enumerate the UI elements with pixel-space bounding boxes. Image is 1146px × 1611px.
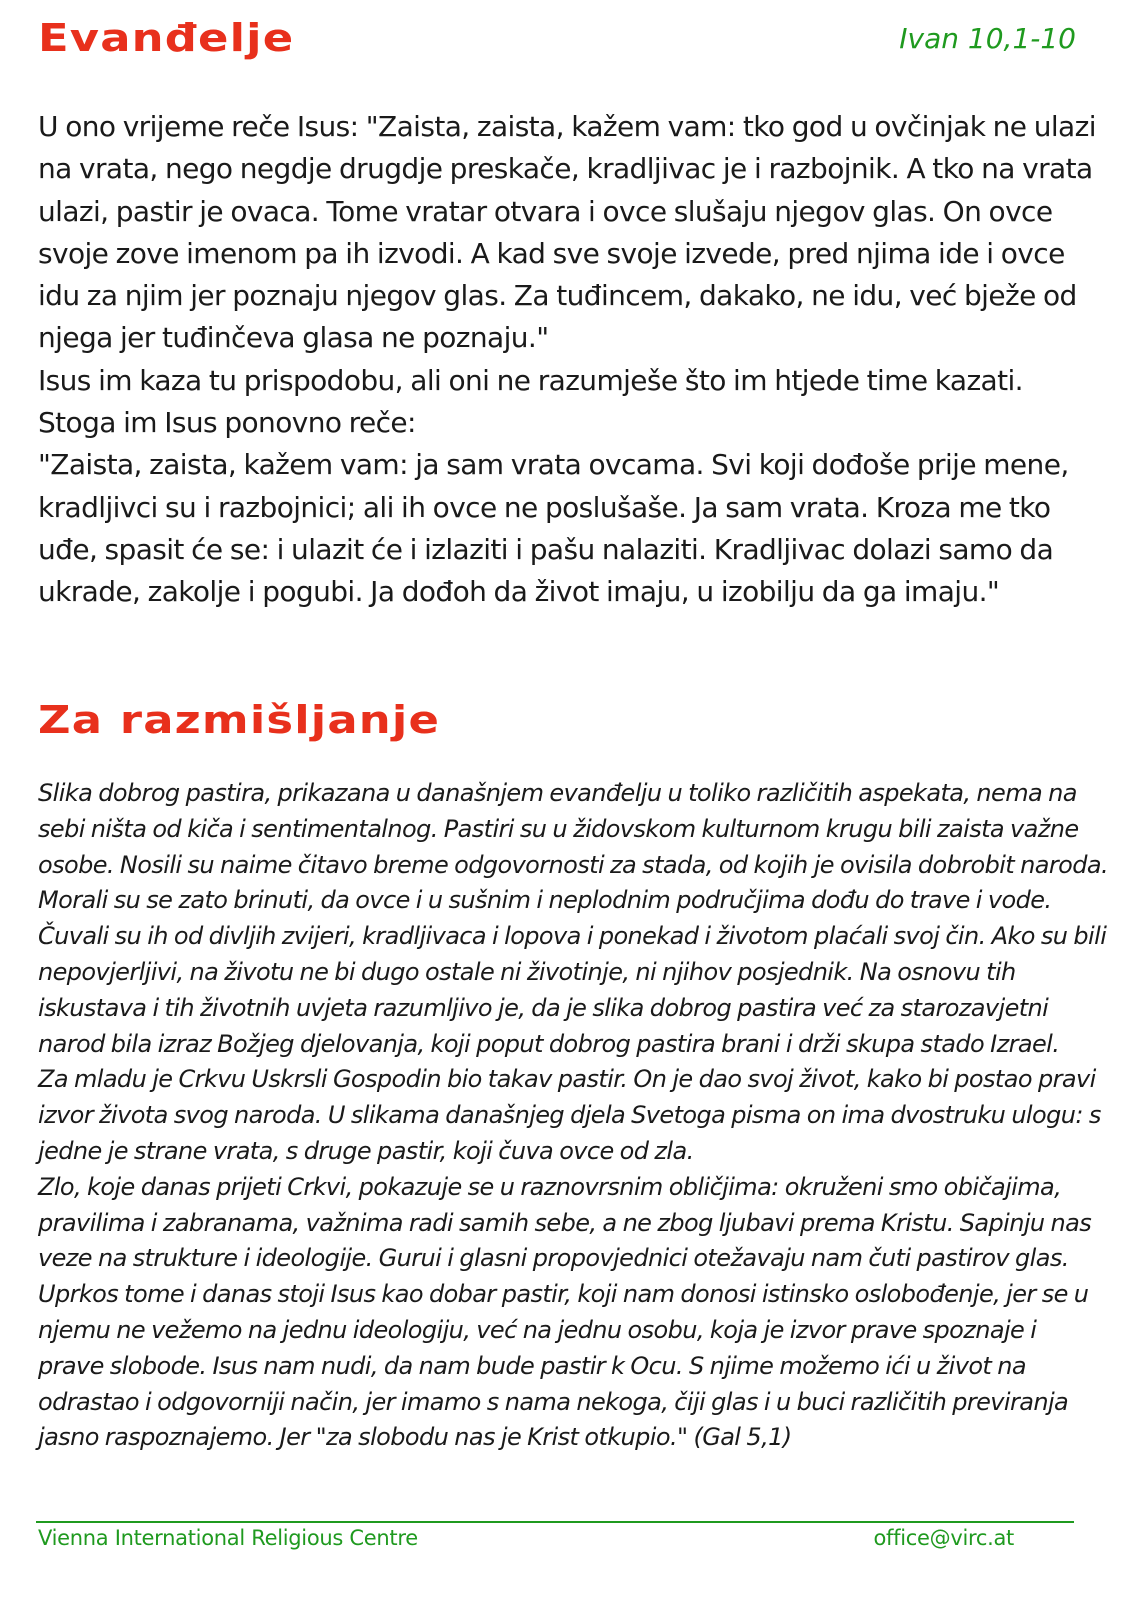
gospel-paragraph: Isus im kaza tu prispodobu, ali oni ne razumješe što im htjede time kazati. bbox=[38, 363, 1023, 397]
reflection-heading: Za razmišljanje bbox=[38, 698, 441, 742]
gospel-paragraph: U ono vrijeme reče Isus: "Zaista, zaista, kažem vam: tko god u ovčinjak ne ulazi na vrata, nego negdje drugdje preskače, kradljivac je i razbojnik. A tko na vrata ulazi, pastir je ovaca. Tome vratar otvara i ovce slušaju njegov glas. On ovce svoje zove imenom pa ih izvodi. A kad sve svoje izvede, pred njima ide i ovce idu za njim jer poznaju njegov glas. Za tuđincem, dakako, ne idu, već bježe od njega jer tuđinčeva glasa ne poznaju." bbox=[38, 110, 1096, 355]
footer-organization: Vienna International Religious Centre bbox=[38, 1526, 418, 1550]
reflection-paragraph: Za mladu je Crkvu Uskrsli Gospodin bio takav pastir. On je dao svoj život, kako bi postao pravi izvor života svog naroda. U slikama današnjeg djela Svetoga pisma on ima dvostruku ulogu: s jedne je strane vrata, s druge pastir, koji čuva ovce od zla. bbox=[38, 1065, 1101, 1165]
footer-email[interactable]: office@virc.at bbox=[873, 1526, 1014, 1550]
gospel-text bbox=[38, 106, 1108, 614]
scripture-reference: Ivan 10,1-10 bbox=[899, 22, 1076, 55]
reflection-text bbox=[38, 776, 1108, 1456]
reflection-paragraph: Zlo, koje danas prijeti Crkvi, pokazuje se u raznovrsnim obličjima: okruženi smo običajima, pravilima i zabranama, važnima radi samih sebe, a ne zbog ljubavi prema Kristu. Sapinju nas veze na strukture i ideologije. Gurui i glasni propovjednici otežavaju nam čuti pastirov glas. Uprkos tome i danas stoji Isus kao dobar pastir, koji nam donosi istinsko oslobođenje, jer se u njemu ne vežemo na jednu ideologiju, već na jednu osobu, koja je izvor prave spoznaje i prave slobode. Isus nam nudi, da nam bude pastir k Ocu. S njime možemo ići u život na odrastao i odgovorniji način, jer imamo s nama nekoga, čiji glas i u buci različitih previranja jasno raspoznajemo. Jer "za slobodu nas je Krist otkupio." (Gal 5,1) bbox=[38, 1172, 1092, 1452]
gospel-paragraph: "Zaista, zaista, kažem vam: ja sam vrata ovcama. Svi koji dođoše prije mene, kradljivci su i razbojnici; ali ih ovce ne poslušaše. Ja sam vrata. Kroza me tko uđe, spasit će se: i ulazit će i izlaziti i pašu nalaziti. Kradljivac dolazi samo da ukrade, zakolje i pogubi. Ja dođoh da život imaju, u izobilju da ga imaju." bbox=[38, 448, 1069, 609]
reflection-paragraph: Slika dobrog pastira, prikazana u današnjem evanđelju u toliko različitih aspekata, nema na sebi ništa od kiča i sentimentalnog. Pastiri su u židovskom kulturnom krugu bili zaista važne osobe. Nosili su naime čitavo breme odgovornosti za stada, od kojih je ovisila dobrobit naroda. Morali su se zato brinuti, da ovce i u sušnim i neplodnim područjima dođu do trave i vode. Čuvali su ih od divljih zvijeri, kradljivaca i lopova i ponekad i životom plaćali svoj čin. Ako su bili nepovjerljivi, na životu ne bi dugo ostale ni životinje, ni njihov posjednik. Na osnovu tih iskustava i tih životnih uvjeta razumljivo je, da je slika dobrog pastira već za starozavjetni narod bila izraz Božjeg djelovanja, koji poput dobrog pastira brani i drži skupa stado Izrael. bbox=[38, 779, 1108, 1058]
footer-divider bbox=[36, 1521, 1074, 1523]
gospel-heading: Evanđelje bbox=[38, 16, 295, 60]
gospel-paragraph: Stoga im Isus ponovno reče: bbox=[38, 406, 416, 440]
